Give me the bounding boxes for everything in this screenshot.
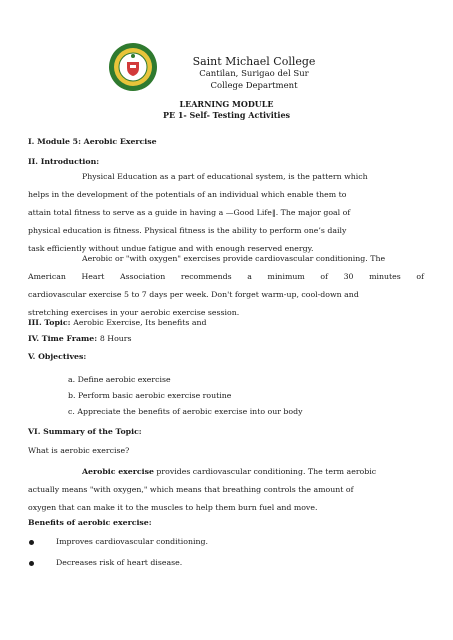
bullet-icon <box>29 561 34 566</box>
paragraph-line: task efficiently without undue fatigue and with enough reserved energy. <box>28 244 314 253</box>
paragraph-line: helps in the development of the potentials of an individual which enable them to <box>28 190 347 199</box>
paragraph-line: American Heart Association recommends a minimum of 30 minutes of <box>28 272 424 281</box>
paragraph-line: oxygen that can make it to the muscles to help them burn fuel and move. <box>28 503 318 512</box>
college-seal-icon <box>108 42 158 92</box>
paragraph-line: Physical Education as a part of educational system, is the pattern which <box>82 172 368 181</box>
school-location: Cantilan, Surigao del Sur <box>199 69 309 79</box>
paragraph-line: attain total fitness to serve as a guide in having a —Good Life‖. The major goal of <box>28 208 351 217</box>
bullet-icon <box>29 540 34 545</box>
school-name: Saint Michael College <box>192 55 316 68</box>
introduction-paragraph-2 <box>28 250 424 322</box>
introduction-paragraph-1 <box>28 168 424 258</box>
objective-item: b. Perform basic aerobic exercise routine <box>68 391 232 400</box>
topic-value: Aerobic Exercise, Its benefits and <box>73 318 207 327</box>
paragraph-line: physical education is fitness. Physical fitness is the ability to perform one’s daily <box>28 226 347 235</box>
topic-label: III. Topic: <box>28 318 71 327</box>
benefit-text: Improves cardiovascular conditioning. <box>56 537 208 546</box>
section-topic <box>28 318 207 327</box>
summary-line-rest: provides cardiovascular conditioning. The term aerobic <box>153 467 377 476</box>
aerobic-exercise-term: Aerobic exercise <box>82 467 154 476</box>
summary-paragraph <box>28 463 424 517</box>
module-title: LEARNING MODULE <box>179 99 274 109</box>
section-objectives-heading: V. Objectives: <box>28 352 87 361</box>
module-subtitle: PE 1- Self- Testing Activities <box>162 110 291 120</box>
benefit-item <box>28 537 208 546</box>
school-department: College Department <box>210 81 298 91</box>
section-introduction-heading: II. Introduction: <box>28 157 100 166</box>
summary-question: What is aerobic exercise? <box>28 446 130 455</box>
section-module-heading: I. Module 5: Aerobic Exercise <box>28 137 157 146</box>
section-time-frame <box>28 334 132 343</box>
section-summary-heading: VI. Summary of the Topic: <box>28 427 142 436</box>
paragraph-line: stretching exercises in your aerobic exercise session. <box>28 308 240 317</box>
benefit-item <box>28 558 182 567</box>
objective-item: c. Appreciate the benefits of aerobic exercise into our body <box>68 407 303 416</box>
school-header <box>174 56 334 92</box>
paragraph-line <box>28 463 424 481</box>
benefit-text: Decreases risk of heart disease. <box>56 558 183 567</box>
benefits-heading: Benefits of aerobic exercise: <box>28 518 152 527</box>
paragraph-line: actually means "with oxygen," which means that breathing controls the amount of <box>28 485 354 494</box>
paragraph-line: cardiovascular exercise 5 to 7 days per week. Don't forget warm-up, cool-down and <box>28 290 359 299</box>
objectives-list <box>68 372 303 420</box>
time-frame-value: 8 Hours <box>99 334 132 343</box>
objective-item: a. Define aerobic exercise <box>68 375 171 384</box>
paragraph-line: Aerobic or "with oxygen" exercises provide cardiovascular conditioning. The <box>82 254 386 263</box>
time-frame-label: IV. Time Frame: <box>28 334 98 343</box>
